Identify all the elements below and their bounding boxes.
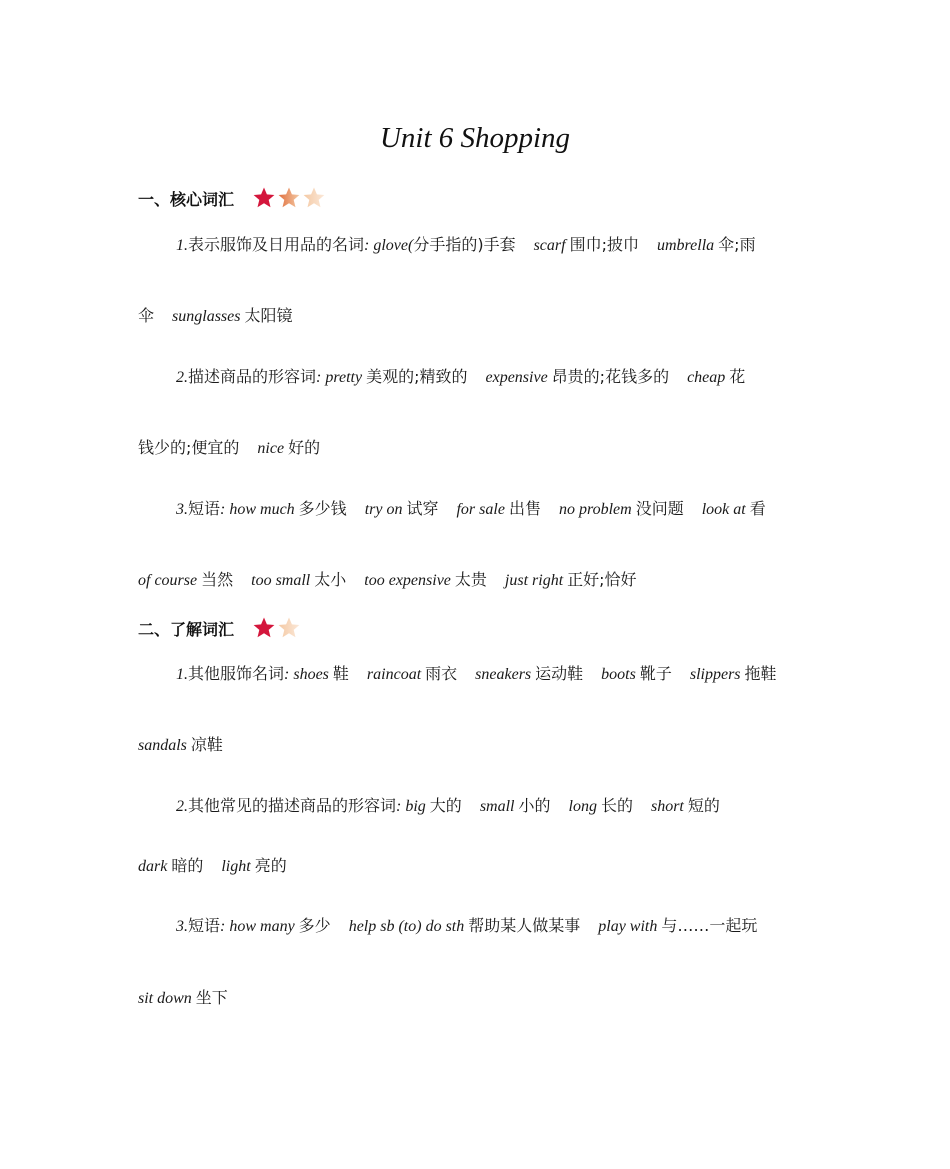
page-title: Unit 6 Shopping (379, 122, 571, 154)
english-text: scarf (533, 237, 570, 254)
english-text: no problem (558, 501, 636, 518)
chinese-text: 凉鞋 (190, 735, 223, 754)
vocab-term (176, 796, 396, 815)
english-text: just right (504, 572, 568, 589)
english-text: raincoat (366, 666, 426, 683)
vocab-term (138, 306, 154, 325)
chinese-text: 亮的 (254, 856, 287, 875)
english-text: 1. (176, 237, 188, 254)
chinese-text: 靴子 (639, 664, 672, 683)
chinese-text: 拖鞋 (744, 664, 777, 683)
english-text: short (650, 798, 688, 815)
chinese-text: 多少钱 (298, 499, 347, 518)
text-line (176, 496, 766, 519)
english-text: 2. (176, 369, 188, 386)
vocab-term (138, 735, 223, 754)
vocab-term (702, 499, 766, 518)
vocab-term (176, 664, 284, 683)
text-line (176, 793, 720, 816)
vocab-term (456, 499, 540, 518)
star-icon (252, 616, 276, 640)
text-line (138, 853, 287, 876)
chinese-text: 与……一起玩 (661, 916, 758, 935)
chinese-text: 描述商品的形容词 (188, 367, 317, 386)
difficulty-stars (252, 186, 326, 210)
english-text: play with (598, 918, 662, 935)
english-text: : big (396, 798, 430, 815)
vocab-term (257, 438, 320, 457)
chinese-text: 小的 (518, 796, 551, 815)
chinese-text: 伞;雨 (718, 235, 756, 254)
english-text: dark (138, 858, 172, 875)
english-text: help sb (to) do sth (348, 918, 469, 935)
section-heading-extended-vocabulary (138, 616, 301, 640)
chinese-text: 其他服饰名词 (188, 664, 285, 683)
text-line (176, 661, 777, 684)
text-line (138, 567, 637, 590)
english-text: 3. (176, 501, 188, 518)
english-text: for sale (456, 501, 509, 518)
chinese-text: 试穿 (406, 499, 439, 518)
english-text: sit down (138, 990, 196, 1007)
english-text: 1. (176, 666, 188, 683)
english-text: cheap (687, 369, 730, 386)
chinese-text: 鞋 (332, 664, 349, 683)
english-text: nice (257, 440, 289, 457)
chinese-text: 短的 (687, 796, 720, 815)
chinese-text: 多少 (298, 916, 331, 935)
vocab-term (598, 916, 757, 935)
chinese-text: 好的 (288, 438, 321, 457)
vocab-term (475, 664, 583, 683)
english-text: look at (701, 501, 750, 518)
english-text: try on (364, 501, 407, 518)
vocab-term (176, 499, 220, 518)
section-heading-core-vocabulary (138, 186, 326, 210)
section-heading-label: 二、了解词汇 (138, 619, 235, 639)
text-line (138, 303, 292, 326)
difficulty-stars (252, 616, 301, 640)
english-text: of course (138, 572, 202, 589)
vocab-term (251, 570, 346, 589)
chinese-text: 太阳镜 (244, 306, 293, 325)
chinese-text: 暗的 (171, 856, 204, 875)
vocab-term (220, 916, 331, 935)
chinese-text: 伞 (138, 306, 155, 325)
english-text: sandals (138, 737, 191, 754)
english-text: light (221, 858, 255, 875)
chinese-text: 运动鞋 (535, 664, 584, 683)
chinese-text: 短语 (188, 916, 221, 935)
vocab-term (559, 499, 684, 518)
english-text: sunglasses (172, 308, 245, 325)
chinese-text: 表示服饰及日用品的名词 (188, 235, 365, 254)
vocab-term (172, 306, 292, 325)
english-text: : glove( (364, 237, 414, 254)
chinese-text: 大的 (429, 796, 462, 815)
chinese-text: 昂贵的;花钱多的 (551, 367, 670, 386)
english-text: too expensive (364, 572, 455, 589)
chinese-text: 没问题 (635, 499, 684, 518)
english-text: too small (251, 572, 315, 589)
vocab-term (364, 235, 516, 254)
vocab-term (367, 664, 457, 683)
english-text: 3. (176, 918, 188, 935)
chinese-text: 短语 (188, 499, 221, 518)
chinese-text: 花 (729, 367, 746, 386)
vocab-term (690, 664, 777, 683)
english-text: : how much (220, 501, 299, 518)
text-line (138, 985, 228, 1008)
english-text: long (568, 798, 601, 815)
english-text: boots (601, 666, 640, 683)
vocab-term (221, 856, 286, 875)
vocab-term (284, 664, 349, 683)
vocab-term (138, 570, 233, 589)
chinese-text: 其他常见的描述商品的形容词 (188, 796, 397, 815)
vocab-term (657, 235, 756, 254)
vocab-term (396, 796, 462, 815)
vocab-term (569, 796, 633, 815)
text-line (138, 732, 223, 755)
english-text: slippers (689, 666, 745, 683)
text-line (176, 364, 745, 387)
english-text: 2. (176, 798, 188, 815)
star-icon (252, 186, 276, 210)
english-text: sneakers (475, 666, 536, 683)
english-text: small (479, 798, 519, 815)
english-text: : pretty (316, 369, 367, 386)
english-text: : shoes (284, 666, 333, 683)
vocab-term (651, 796, 720, 815)
star-icon (302, 186, 326, 210)
vocab-term (176, 235, 364, 254)
english-text: umbrella (656, 237, 719, 254)
vocab-term (505, 570, 637, 589)
chinese-text: 出售 (508, 499, 541, 518)
vocab-term (349, 916, 581, 935)
text-line (138, 435, 320, 458)
chinese-text: 钱少的;便宜的 (138, 438, 240, 457)
vocab-term (365, 499, 439, 518)
vocab-term (138, 856, 203, 875)
vocab-term (480, 796, 551, 815)
vocab-term (687, 367, 745, 386)
star-icon (277, 616, 301, 640)
text-line (176, 913, 757, 936)
vocab-term (176, 916, 220, 935)
chinese-text: 看 (749, 499, 766, 518)
english-text: expensive (485, 369, 552, 386)
text-line (176, 232, 756, 255)
star-icon (277, 186, 301, 210)
vocab-term (485, 367, 669, 386)
vocab-term (138, 438, 239, 457)
chinese-text: 雨衣 (425, 664, 458, 683)
chinese-text: 美观的;精致的 (366, 367, 468, 386)
chinese-text: 分手指的)手套 (413, 235, 516, 254)
chinese-text: 长的 (600, 796, 633, 815)
vocab-term (176, 367, 316, 386)
chinese-text: 太贵 (454, 570, 487, 589)
vocab-term (534, 235, 639, 254)
vocab-term (138, 988, 228, 1007)
chinese-text: 太小 (314, 570, 347, 589)
english-text: : how many (220, 918, 299, 935)
chinese-text: 正好;恰好 (567, 570, 637, 589)
chinese-text: 坐下 (195, 988, 228, 1007)
vocab-term (364, 570, 487, 589)
vocab-term (601, 664, 672, 683)
vocab-term (316, 367, 467, 386)
section-heading-label: 一、核心词汇 (138, 189, 235, 209)
chinese-text: 帮助某人做某事 (468, 916, 581, 935)
chinese-text: 当然 (201, 570, 234, 589)
chinese-text: 围巾;披巾 (569, 235, 639, 254)
vocab-term (220, 499, 347, 518)
